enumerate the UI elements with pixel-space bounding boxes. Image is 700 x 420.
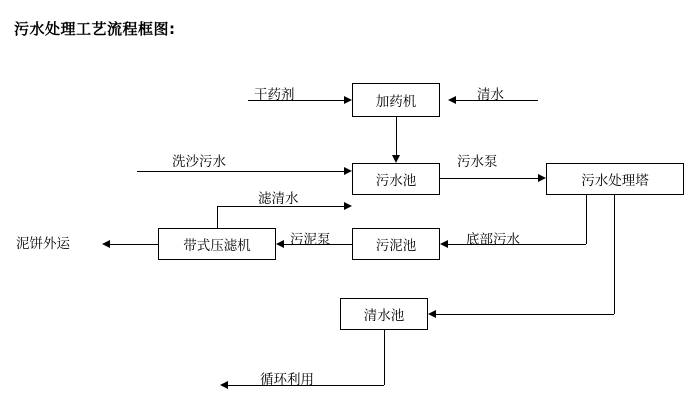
arrowhead-dosing-to-sewage-pool (392, 155, 400, 163)
edge-label-recycle-use: 循环利用 (260, 372, 314, 388)
connector-dosing-to-sewage-pool (396, 117, 397, 155)
node-sewage-pool-label: 污水池 (375, 173, 417, 189)
arrowhead-bottom-sewage-to-sludge (440, 240, 448, 248)
node-sludge-pool-label: 污泥池 (375, 238, 417, 254)
arrowhead-press-to-mud-cake (102, 240, 110, 248)
arrowhead-filtered-water-to-pool (344, 202, 352, 210)
connector-filtered-water-riser (217, 206, 218, 228)
edge-label-mud-cake-out: 泥饼外运 (16, 236, 70, 252)
node-clean-water-pool[interactable] (340, 298, 428, 330)
node-clean-water-pool-label: 清水池 (363, 308, 405, 324)
connector-bottom-sewage-drop (586, 195, 587, 244)
edge-label-bottom-sewage: 底部污水 (466, 232, 520, 248)
node-treatment-tower-label: 污水处理塔 (581, 173, 649, 189)
arrowhead-clean-water-to-dosing (448, 96, 456, 104)
page-title: 污水处理工艺流程框图: (14, 20, 176, 38)
node-sludge-pool[interactable] (352, 228, 440, 260)
edge-label-sand-washing-sewage: 洗沙污水 (172, 154, 226, 170)
edge-label-filtered-clear-water: 滤清水 (258, 191, 299, 207)
edge-label-clean-water-in: 清水 (477, 87, 504, 103)
node-dosing-machine-label: 加药机 (375, 94, 417, 110)
arrowhead-sand-sewage-to-pool (344, 167, 352, 175)
connector-press-to-mud-cake (110, 244, 158, 245)
edge-label-dry-agent: 干药剂 (254, 87, 295, 103)
node-treatment-tower[interactable] (546, 163, 684, 195)
connector-tower-to-clean-pool (436, 314, 614, 315)
connector-sand-sewage-to-pool (137, 171, 344, 172)
arrowhead-clean-pool-to-recycle (220, 381, 228, 389)
node-belt-filter-press-label: 带式压滤机 (183, 238, 251, 254)
connector-sewage-pump-to-tower (440, 178, 538, 179)
edge-label-sewage-pump: 污水泵 (457, 154, 498, 170)
node-sewage-pool[interactable] (352, 163, 440, 195)
node-dosing-machine[interactable] (352, 83, 440, 117)
node-belt-filter-press[interactable] (158, 228, 276, 260)
arrowhead-dry-agent-to-dosing (344, 96, 352, 104)
arrowhead-sludge-pump-to-press (276, 240, 284, 248)
connector-clean-pool-to-recycle-drop (384, 330, 385, 385)
arrowhead-sewage-pump-to-tower (538, 174, 546, 182)
arrowhead-tower-to-clean-pool (428, 310, 436, 318)
connector-tower-to-clean-pool-drop (614, 195, 615, 314)
edge-label-sludge-pump: 污泥泵 (290, 232, 331, 248)
